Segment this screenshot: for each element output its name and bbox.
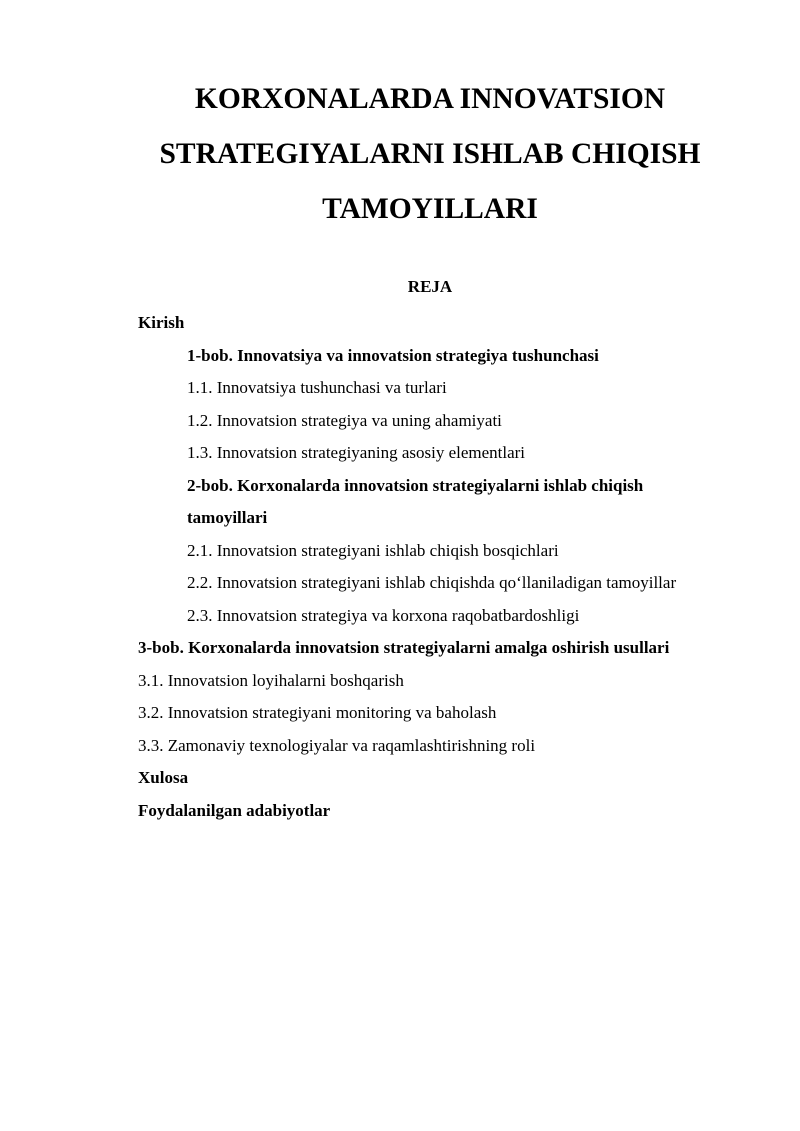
title-line-1: KORXONALARDA INNOVATSION [194, 83, 666, 115]
toc-references: Foydalanilgan adabiyotlar [138, 800, 331, 820]
toc-conclusion: Xulosa [138, 768, 189, 787]
toc-chapter-1-title: 1-bob. Innovatsiya va innovatsion strategiya tushunchasi [187, 345, 599, 365]
toc-intro: Kirish [138, 313, 185, 332]
toc-section-3-1: 3.1. Innovatsion loyihalarni boshqarish [138, 670, 404, 690]
title-line-2: STRATEGIYALARNI ISHLAB CHIQISH [159, 138, 701, 170]
toc-section-2-2: 2.2. Innovatsion strategiyani ishlab chiqishda qo‘llaniladigan tamoyillar [187, 573, 677, 592]
toc-section-3-3: 3.3. Zamonaviy texnologiyalar va raqamlashtirishning roli [138, 735, 536, 755]
toc-chapter-2-title-line-2: tamoyillari [187, 508, 268, 527]
toc-section-2-3: 2.3. Innovatsion strategiya va korxona raqobatbardoshligi [187, 605, 580, 625]
title-line-3: TAMOYILLARI [322, 193, 538, 225]
toc-section-1-1: 1.1. Innovatsiya tushunchasi va turlari [187, 378, 447, 397]
document-title [100, 72, 760, 237]
toc-chapter-3-title: 3-bob. Korxonalarda innovatsion strategiyalarni amalga oshirish usullari [138, 638, 670, 657]
toc-section-3-2: 3.2. Innovatsion strategiyani monitoring va baholash [138, 703, 497, 722]
toc-section-2-1: 2.1. Innovatsion strategiyani ishlab chiqish bosqichlari [187, 540, 559, 560]
toc-section-1-2: 1.2. Innovatsion strategiya va uning ahamiyati [187, 410, 502, 430]
table-of-contents [0, 307, 800, 827]
plan-heading: REJA [407, 277, 453, 296]
toc-section-1-3: 1.3. Innovatsion strategiyaning asosiy elementlari [187, 443, 526, 462]
toc-chapter-2-title-line-1: 2-bob. Korxonalarda innovatsion strategiyalarni ishlab chiqish [187, 475, 644, 495]
